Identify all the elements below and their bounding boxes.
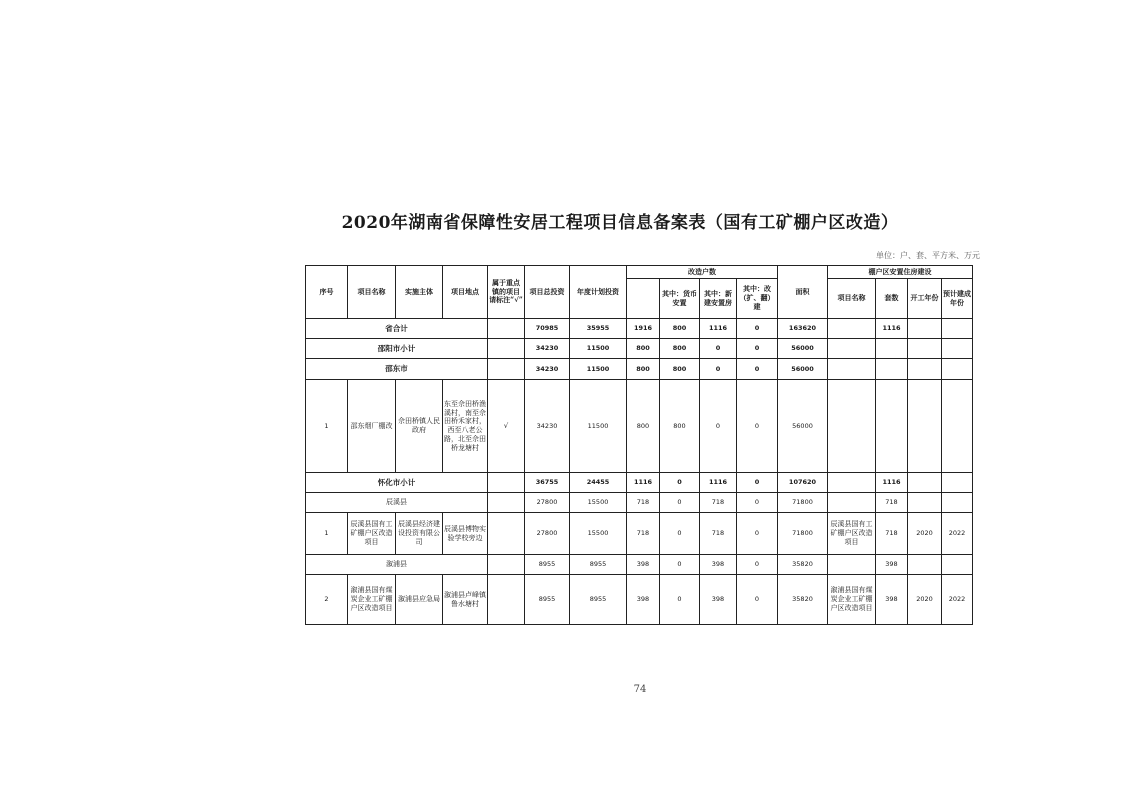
header-monetary: 其中：货币安置: [660, 279, 700, 319]
table-cell: 71800: [778, 513, 828, 555]
table-cell: 2022: [942, 575, 973, 625]
table-cell: 0: [660, 473, 700, 493]
table-cell: 35955: [570, 319, 627, 339]
header-total-investment: 项目总投资: [525, 266, 570, 319]
table-cell: 718: [700, 513, 737, 555]
table-cell: [942, 359, 973, 380]
document-title: 2020年湖南省保障性安居工程项目信息备案表（国有工矿棚户区改造）: [341, 213, 899, 233]
table-cell: [488, 339, 525, 359]
unit-note: 单位：户、套、平方米、万元: [876, 251, 980, 260]
table-cell: 溆浦县国有煤炭企业工矿棚户区改造项目: [828, 575, 876, 625]
table-cell: [828, 359, 876, 380]
table-cell: 398: [700, 555, 737, 575]
table-cell: 2020: [908, 513, 942, 555]
table-cell: 800: [660, 319, 700, 339]
table-cell: 0: [737, 473, 778, 493]
table-cell: [908, 319, 942, 339]
table-cell: 溆浦县应急局: [396, 575, 443, 625]
table-row-shaodong: [306, 359, 973, 380]
table-cell: 8955: [525, 575, 570, 625]
header-seq: 序号: [306, 266, 348, 319]
table-cell: 0: [700, 339, 737, 359]
table-cell: 800: [627, 359, 660, 380]
table-cell: 辰溪县经济建设投资有限公司: [396, 513, 443, 555]
table-cell: 107620: [778, 473, 828, 493]
table-cell: [908, 359, 942, 380]
table-cell: 718: [876, 513, 908, 555]
table-cell: 34230: [525, 339, 570, 359]
table-cell: 800: [660, 339, 700, 359]
table-cell: 800: [660, 359, 700, 380]
table-cell: 1116: [700, 473, 737, 493]
table-cell: 24455: [570, 473, 627, 493]
header-project-name: 项目名称: [348, 266, 396, 319]
table-cell: 东至佘田桥渔溪村，南至佘田桥禾家村，西至八老公路，北至佘田桥龙塘村: [443, 380, 488, 473]
table-cell: [942, 380, 973, 473]
table-cell: [488, 473, 525, 493]
table-cell: 8955: [525, 555, 570, 575]
table-cell: 398: [627, 575, 660, 625]
table-cell: 1916: [627, 319, 660, 339]
table-cell: 邵东烟厂棚改: [348, 380, 396, 473]
table-cell: [828, 319, 876, 339]
page-number: 74: [633, 684, 647, 695]
table-cell: [488, 555, 525, 575]
table-row-shaoyang-subtotal: [306, 339, 973, 359]
key-town-check: √: [488, 380, 525, 473]
table-cell: 11500: [570, 380, 627, 473]
header-start-year: 开工年份: [908, 279, 942, 319]
table-cell: 0: [737, 339, 778, 359]
table-cell: 0: [660, 555, 700, 575]
table-cell: 1116: [627, 473, 660, 493]
row-label: 怀化市小计: [306, 473, 488, 493]
table-cell: 36755: [525, 473, 570, 493]
table-cell: 718: [627, 513, 660, 555]
header-households-total: [627, 279, 660, 319]
table-cell: [828, 380, 876, 473]
table-cell: [876, 359, 908, 380]
header-area: 面积: [778, 266, 828, 319]
table-row-chenxi: [306, 493, 973, 513]
table-cell: 0: [660, 575, 700, 625]
table-cell: [908, 555, 942, 575]
table-cell: 718: [627, 493, 660, 513]
table-cell: 800: [660, 380, 700, 473]
table-cell: 0: [737, 359, 778, 380]
table-cell: [942, 473, 973, 493]
table-cell: [488, 493, 525, 513]
table-cell: 辰溪县国有工矿棚户区改造项目: [348, 513, 396, 555]
table-cell: [876, 339, 908, 359]
table-cell: 辰溪县国有工矿棚户区改造项目: [828, 513, 876, 555]
project-table: [305, 265, 973, 625]
table-cell: 0: [737, 513, 778, 555]
table-cell: 800: [627, 339, 660, 359]
table-cell: [942, 555, 973, 575]
header-renovate: 其中：改（扩、翻）建: [737, 279, 778, 319]
table-cell: 0: [737, 319, 778, 339]
table-row-project: [306, 513, 973, 555]
header-implementer: 实施主体: [396, 266, 443, 319]
row-label: 邵阳市小计: [306, 339, 488, 359]
table-cell: 1116: [700, 319, 737, 339]
table-cell: 0: [737, 575, 778, 625]
table-row-huaihua-subtotal: [306, 473, 973, 493]
table-cell: 1116: [876, 319, 908, 339]
table-cell: 0: [660, 493, 700, 513]
header-location: 项目地点: [443, 266, 488, 319]
table-cell: [488, 513, 525, 555]
table-cell: 800: [627, 380, 660, 473]
table-cell: 15500: [570, 493, 627, 513]
table-cell: 34230: [525, 359, 570, 380]
header-resettlement-group: 棚户区安置住房建设: [828, 266, 973, 279]
table-cell: [942, 319, 973, 339]
table-cell: 0: [737, 380, 778, 473]
table-cell: 398: [700, 575, 737, 625]
table-cell: 163620: [778, 319, 828, 339]
row-label: 溆浦县: [306, 555, 488, 575]
table-cell: 8955: [570, 575, 627, 625]
header-new-build: 其中：新建安置房: [700, 279, 737, 319]
table-cell: 398: [876, 555, 908, 575]
table-cell: [908, 380, 942, 473]
table-cell: [828, 555, 876, 575]
table-row-project: [306, 380, 973, 473]
table-cell: 2020: [908, 575, 942, 625]
table-cell: 70985: [525, 319, 570, 339]
table-cell: 佘田桥镇人民政府: [396, 380, 443, 473]
table-cell: 辰溪县博物实验学校旁边: [443, 513, 488, 555]
table-cell: [828, 493, 876, 513]
table-cell: 35820: [778, 575, 828, 625]
header-renovation-group: 改造户数: [627, 266, 778, 279]
table-cell: 34230: [525, 380, 570, 473]
table-cell: 398: [876, 575, 908, 625]
row-label: 邵东市: [306, 359, 488, 380]
table-cell: 56000: [778, 380, 828, 473]
table-cell: 71800: [778, 493, 828, 513]
table-cell: [488, 359, 525, 380]
table-cell: [876, 380, 908, 473]
table-cell: 2022: [942, 513, 973, 555]
table-cell: [488, 575, 525, 625]
table-cell: 398: [627, 555, 660, 575]
table-cell: 8955: [570, 555, 627, 575]
row-label: 辰溪县: [306, 493, 488, 513]
table-cell: 溆浦县国有煤炭企业工矿棚户区改造项目: [348, 575, 396, 625]
table-cell: 2: [306, 575, 348, 625]
header-sets: 套数: [876, 279, 908, 319]
table-cell: [908, 493, 942, 513]
table-cell: [828, 473, 876, 493]
header-res-project-name: 项目名称: [828, 279, 876, 319]
table-cell: 0: [737, 493, 778, 513]
table-cell: 27800: [525, 513, 570, 555]
table-cell: 27800: [525, 493, 570, 513]
table-cell: [942, 493, 973, 513]
header-completion-year: 预计建成年份: [942, 279, 973, 319]
table-cell: 56000: [778, 339, 828, 359]
table-cell: 0: [737, 555, 778, 575]
table-cell: 15500: [570, 513, 627, 555]
table-row-xupu: [306, 555, 973, 575]
table-cell: 0: [660, 513, 700, 555]
table-cell: 35820: [778, 555, 828, 575]
table-cell: 溆浦县卢峰镇鲁水塘村: [443, 575, 488, 625]
table-cell: 718: [876, 493, 908, 513]
table-cell: [908, 473, 942, 493]
table-cell: 1116: [876, 473, 908, 493]
table-cell: 1: [306, 380, 348, 473]
table-cell: 718: [700, 493, 737, 513]
header-key-town: 属于重点镇的项目请标注“√”: [488, 266, 525, 319]
table-row-project: [306, 575, 973, 625]
table-cell: 11500: [570, 359, 627, 380]
header-annual-plan: 年度计划投资: [570, 266, 627, 319]
table-cell: 0: [700, 380, 737, 473]
table-cell: [488, 319, 525, 339]
table-cell: 1: [306, 513, 348, 555]
table-cell: 11500: [570, 339, 627, 359]
table-cell: [828, 339, 876, 359]
table-cell: 0: [700, 359, 737, 380]
row-label: 省合计: [306, 319, 488, 339]
table-cell: [908, 339, 942, 359]
table-cell: 56000: [778, 359, 828, 380]
table-cell: [942, 339, 973, 359]
table-row-province-total: [306, 319, 973, 339]
